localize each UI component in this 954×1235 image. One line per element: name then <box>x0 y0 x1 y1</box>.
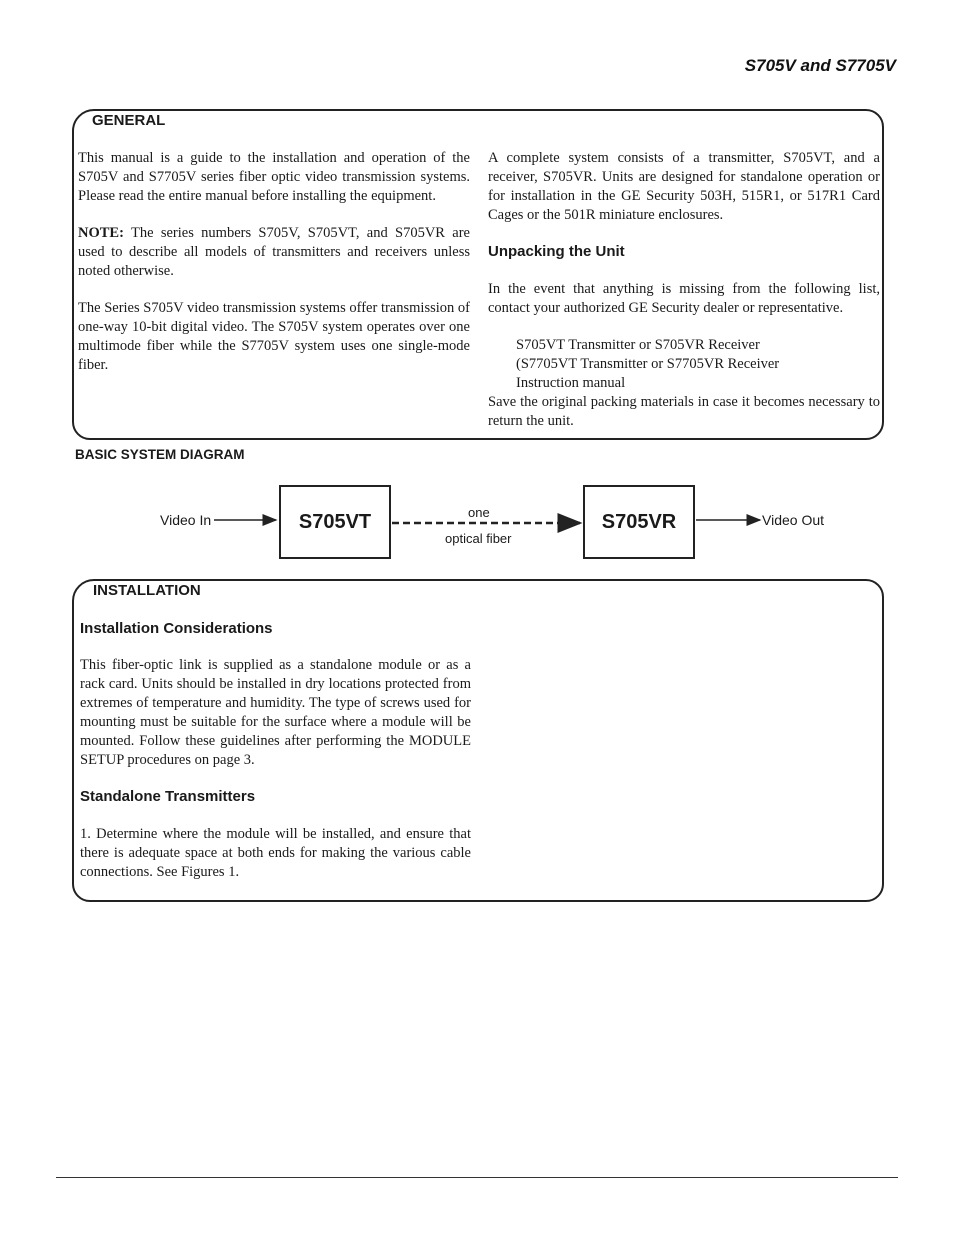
packing-list-item: (S7705VT Transmitter or S7705VR Receiver <box>516 356 780 372</box>
unpacking-paragraph: In the event that anything is missing from the following list, contact your authorized GE Security dealer or representative. <box>488 281 880 316</box>
note-label: NOTE: <box>78 225 124 241</box>
standalone-transmitters-title: Standalone Transmitters <box>80 788 256 805</box>
packing-list-item: S705VT Transmitter or S705VR Receiver <box>516 337 760 353</box>
footer-divider <box>56 1177 898 1178</box>
general-section-title: GENERAL <box>92 112 166 129</box>
standalone-step-1: 1. Determine where the module will be installed, and ensure that there is adequate space at both ends for making the various cable connections. See Figures 1. <box>80 826 471 880</box>
installation-considerations-paragraph: This fiber-optic link is supplied as a standalone module or as a rack card. Units should be installed in dry locations protected from extremes of temperature and humidity. The type of screws used for mounting must be suitable for the surface where a module will be mounted. Follow these guidelines after performing the MODULE SETUP procedures on page 3. <box>80 657 471 768</box>
diagram-title: BASIC SYSTEM DIAGRAM <box>75 447 245 462</box>
document-header-title: S705V and S7705V <box>744 56 896 75</box>
fiber-label-top: one <box>468 505 490 520</box>
installation-section-title: INSTALLATION <box>93 582 201 599</box>
note-text: The series numbers S705V, S705VT, and S705VR are used to describe all models of transmitters and receivers unless noted otherwise. <box>78 225 470 279</box>
save-packing-paragraph: Save the original packing materials in case it becomes necessary to return the unit. <box>488 394 880 429</box>
video-in-label: Video In <box>160 512 212 528</box>
general-intro-paragraph: This manual is a guide to the installation and operation of the S705V and S7705V series fiber optic video transmission systems. Please read the entire manual before installing the equipment. <box>78 150 470 204</box>
complete-system-paragraph: A complete system consists of a transmitter, S705VT, and a receiver, S705VR. Units are designed for standalone operation or for installation in the GE Security 503H, 515R1, or 517R1 Card Cages or the 501R miniature enclosures. <box>488 150 880 223</box>
transmitter-box: S705VT <box>279 485 391 559</box>
video-out-label: Video Out <box>762 512 825 528</box>
receiver-box: S705VR <box>583 485 695 559</box>
packing-list-item: Instruction manual <box>516 375 626 391</box>
fiber-label-bottom: optical fiber <box>445 531 512 546</box>
unpacking-title: Unpacking the Unit <box>488 243 625 260</box>
installation-considerations-title: Installation Considerations <box>80 620 273 637</box>
general-series-paragraph: The Series S705V video transmission systems offer transmission of one-way 10-bit digital video. The S705V system operates over one multimode fiber while the S7705V system uses one single-mode fiber. <box>78 300 470 373</box>
